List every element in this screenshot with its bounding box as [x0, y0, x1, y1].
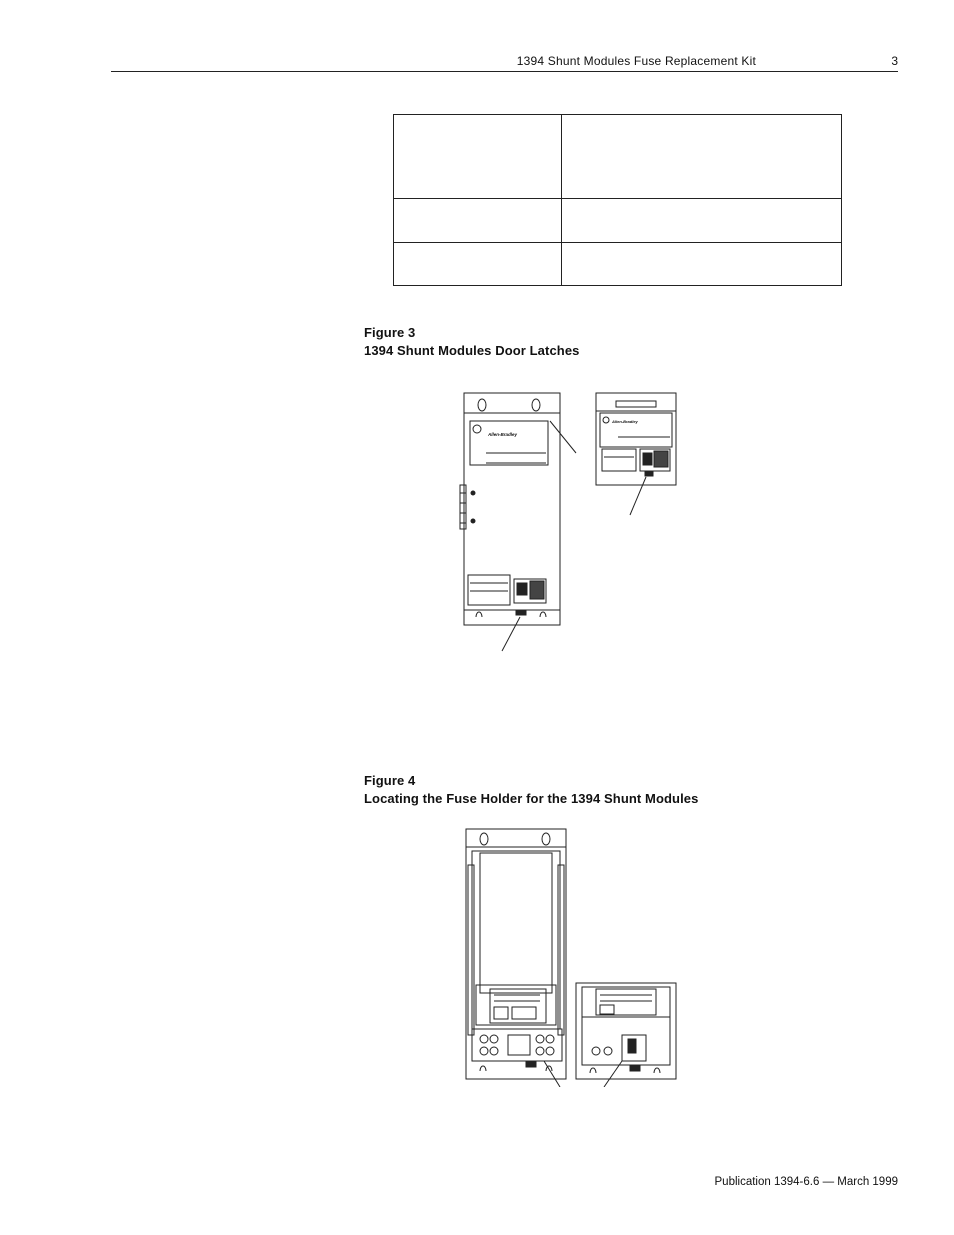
figure-3-title: 1394 Shunt Modules Door Latches: [364, 343, 580, 358]
small-shunt-module: [596, 393, 676, 485]
figure-4-title: Locating the Fuse Holder for the 1394 Shunt Modules: [364, 791, 699, 806]
figure-3-label: Figure 3: [364, 325, 416, 340]
figure-3-door-latches-illustration: [440, 385, 700, 660]
figure-4-label: Figure 4: [364, 773, 416, 788]
table-cell: [562, 243, 842, 286]
table-row: [394, 199, 842, 243]
fuse-leader-line: [544, 1061, 560, 1087]
table-cell: [394, 243, 562, 286]
table-cell: [394, 115, 562, 199]
figure-3-caption: [364, 324, 579, 360]
brand-text-large: Allen-Bradley: [488, 432, 518, 437]
latch-leader-line: [550, 421, 576, 453]
table-row: [394, 243, 842, 286]
brand-text-small: Allen-Bradley: [612, 419, 638, 424]
page-number: 3: [891, 54, 898, 68]
table-row: [394, 115, 842, 199]
figure-4-caption: [364, 772, 698, 808]
publication-footer: Publication 1394-6.6 — March 1999: [714, 1176, 898, 1188]
header-rule: [111, 71, 898, 72]
small-shunt-module-open: [576, 983, 676, 1087]
table-cell: [562, 115, 842, 199]
figure-4-fuse-holder-illustration: [450, 825, 690, 1087]
empty-info-table: [393, 114, 842, 286]
large-shunt-module-open: [466, 829, 566, 1087]
latch-leader-line: [630, 477, 646, 515]
table-cell: [562, 199, 842, 243]
latch-leader-line: [502, 617, 520, 651]
large-shunt-module: [460, 393, 560, 625]
running-header-title: 1394 Shunt Modules Fuse Replacement Kit: [516, 54, 756, 68]
table-cell: [394, 199, 562, 243]
